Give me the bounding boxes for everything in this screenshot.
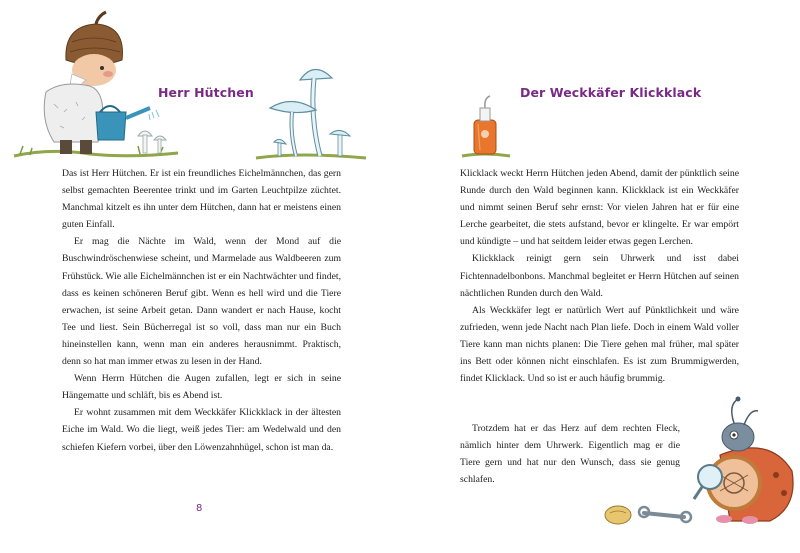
page-title-herr-huetchen: Herr Hütchen: [158, 85, 254, 100]
paragraph: Trotzdem hat er das Herz auf dem rechten Fleck, nämlich hinter dem Uhrwerk. Eigentlich mag er die Tiere gern und hat nur den Wunsch, dass sie genug schlafen.: [460, 423, 680, 486]
page-number: 8: [196, 503, 203, 514]
alarm-bottle-illustration: [460, 94, 512, 160]
page-title-weckkaefer-klickklack: Der Weckkäfer Klickklack: [520, 85, 702, 100]
paragraph: Er mag die Nächte im Wald, wenn der Mond auf die Buschwindröschenwiese scheint, und Marmelade aus Waldbeeren zum Frühstück. Wie alle Eichelmännchen ist er ein Nachtwächter und findet, dass es keinen schöneren Beruf gibt. Wenn es hell wird und die Tiere erwachen, ist seine Arbeit getan. Dann wandert er nach Hause, kocht Tee und liest. Sein Bücherregal ist so voll, dass man nur ein Buch hineinstellen kann, wenn man ein anderes herausnimmt. Praktisch, denn so hat man immer etwas zu lesen in der Hand.: [62, 236, 341, 368]
paragraph: Als Weckkäfer legt er natürlich Wert auf Pünktlichkeit und wäre zufrieden, wenn jede Nacht nach Plan liefe. Doch in einem Wald voller Tiere kann man nichts planen: Die Tiere gehen mal früher, mal später ins Bett oder können nicht einschlafen. Es ist zum Brummigwerden, findet Klicklack. Und so ist er auch häufig brummig.: [460, 304, 739, 385]
paragraph: Wenn Herrn Hütchen die Augen zufallen, legt er sich in seine Hängematte und schläft, bis es Abend ist.: [62, 373, 341, 402]
right-page: [400, 0, 800, 553]
right-body-text-top: [460, 165, 739, 387]
paragraph: Er wohnt zusammen mit dem Weckkäfer Klickklack in der ältesten Eiche im Wald. Wo die liegt, weiß jedes Tier: am Wedelwald und den schiefen Kiefern vorbei, über den Löwenzahnhügel, schon ist man da.: [62, 407, 341, 453]
beetle-with-clockwork-illustration: [600, 395, 800, 530]
glowing-mushrooms-illustration: [250, 58, 370, 163]
acorn-man-watering-illustration: [10, 8, 180, 163]
paragraph: Klicklack weckt Herrn Hütchen jeden Abend, damit der pünktlich seine Runde durch den Wald beginnen kann. Klickklack ist ein Weckkäfer und nimmt seinen Beruf sehr ernst: Vor vielen Jahren hat er für eine Lerche gearbeitet, die stets aufstand, bevor er klingelte. Er war empört und kündigte – und hat seitdem leider etwas gegen Lerchen.: [460, 168, 739, 248]
paragraph: Das ist Herr Hütchen. Er ist ein freundliches Eichelmännchen, das gern selbst gemachten Beerentee trinkt und im Garten Leuchtpilze züchtet. Manchmal kitzelt es ihn unter dem Hütchen, dann hat er meistens einen guten Einfall.: [62, 168, 341, 231]
left-body-text: [62, 165, 341, 456]
paragraph: Klickklack reinigt gern sein Uhrwerk und isst dabei Fichtennadelbonbons. Manchmal begleitet er Herrn Hütchen auf seinen nächtlichen Runden durch den Wald.: [460, 253, 739, 299]
